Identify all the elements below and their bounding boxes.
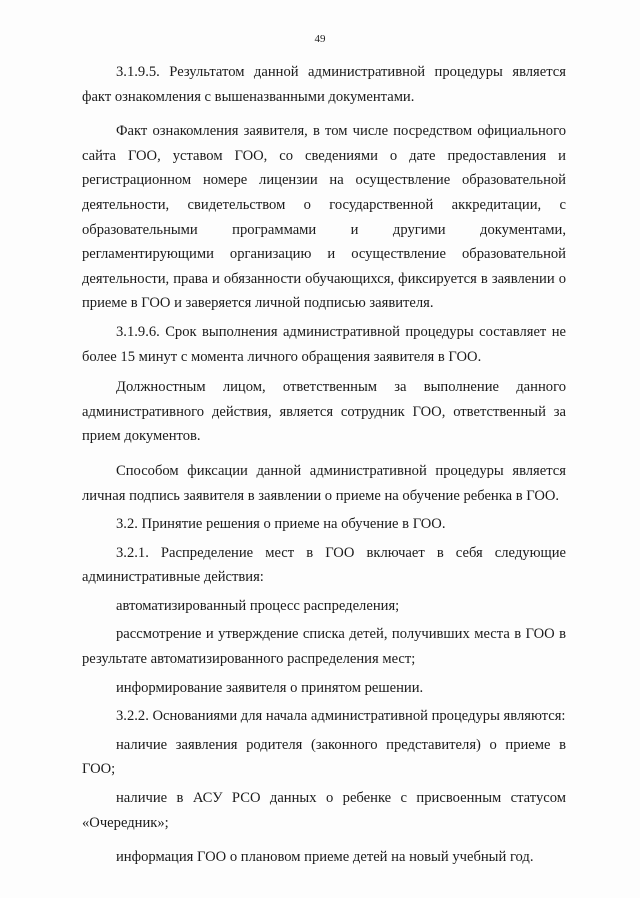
page-number: 49 [314, 33, 326, 45]
paragraph-3-2: 3.2. Принятие решения о приеме на обучение в ГОО. [116, 516, 446, 533]
paragraph-fixation-method: Способом фиксации данной административной процедуры является личная подпись заявителя в заявлении о приеме на обучение ребенка в ГОО. [82, 462, 566, 504]
list-item-informing: информирование заявителя о принятом решении. [116, 679, 424, 696]
list-item-review-approval: рассмотрение и утверждение списка детей, получивших места в ГОО в результате автоматизированного распределения мест; [82, 626, 566, 668]
paragraph-3-1-9-5: 3.1.9.5. Результатом данной административной процедуры является факт ознакомления с вышеназванными документами. [82, 64, 566, 105]
list-item-automated-process: автоматизированный процесс распределения; [116, 597, 400, 614]
list-item-application: наличие заявления родителя (законного представителя) о приеме в ГОО; [82, 736, 566, 778]
list-item-asu-rso: наличие в АСУ РСО данных о ребенке с присвоенным статусом «Очередник»; [82, 790, 566, 831]
paragraph-3-2-1: 3.2.1. Распределение мест в ГОО включает в себя следующие административные действия: [82, 544, 566, 586]
paragraph-3-2-2: 3.2.2. Основаниями для начала административной процедуры являются: [116, 708, 566, 725]
list-item-planned-admission: информация ГОО о плановом приеме детей на новый учебный год. [116, 849, 534, 866]
paragraph-acquaintance-fact: Факт ознакомления заявителя, в том числе посредством официального сайта ГОО, уставом ГОО, со сведениями о дате предоставления и регистрационном номере лицензии на осуществление образовательной деятельности, свидетельством о государственной аккредитации, с образовательными программами и другими документами, регламентирующими организацию и осуществление образовательной деятельности, права и обязанности обучающихся, фиксируется в заявлении о приеме в ГОО и заверяется личной подписью заявителя. [82, 123, 566, 312]
document-body [82, 60, 566, 870]
paragraph-responsible-official: Должностным лицом, ответственным за выполнение данного административного действия, является сотрудник ГОО, ответственный за прием документов. [82, 379, 566, 445]
paragraph-3-1-9-6: 3.1.9.6. Срок выполнения административной процедуры составляет не более 15 минут с момента личного обращения заявителя в ГОО. [82, 323, 566, 365]
